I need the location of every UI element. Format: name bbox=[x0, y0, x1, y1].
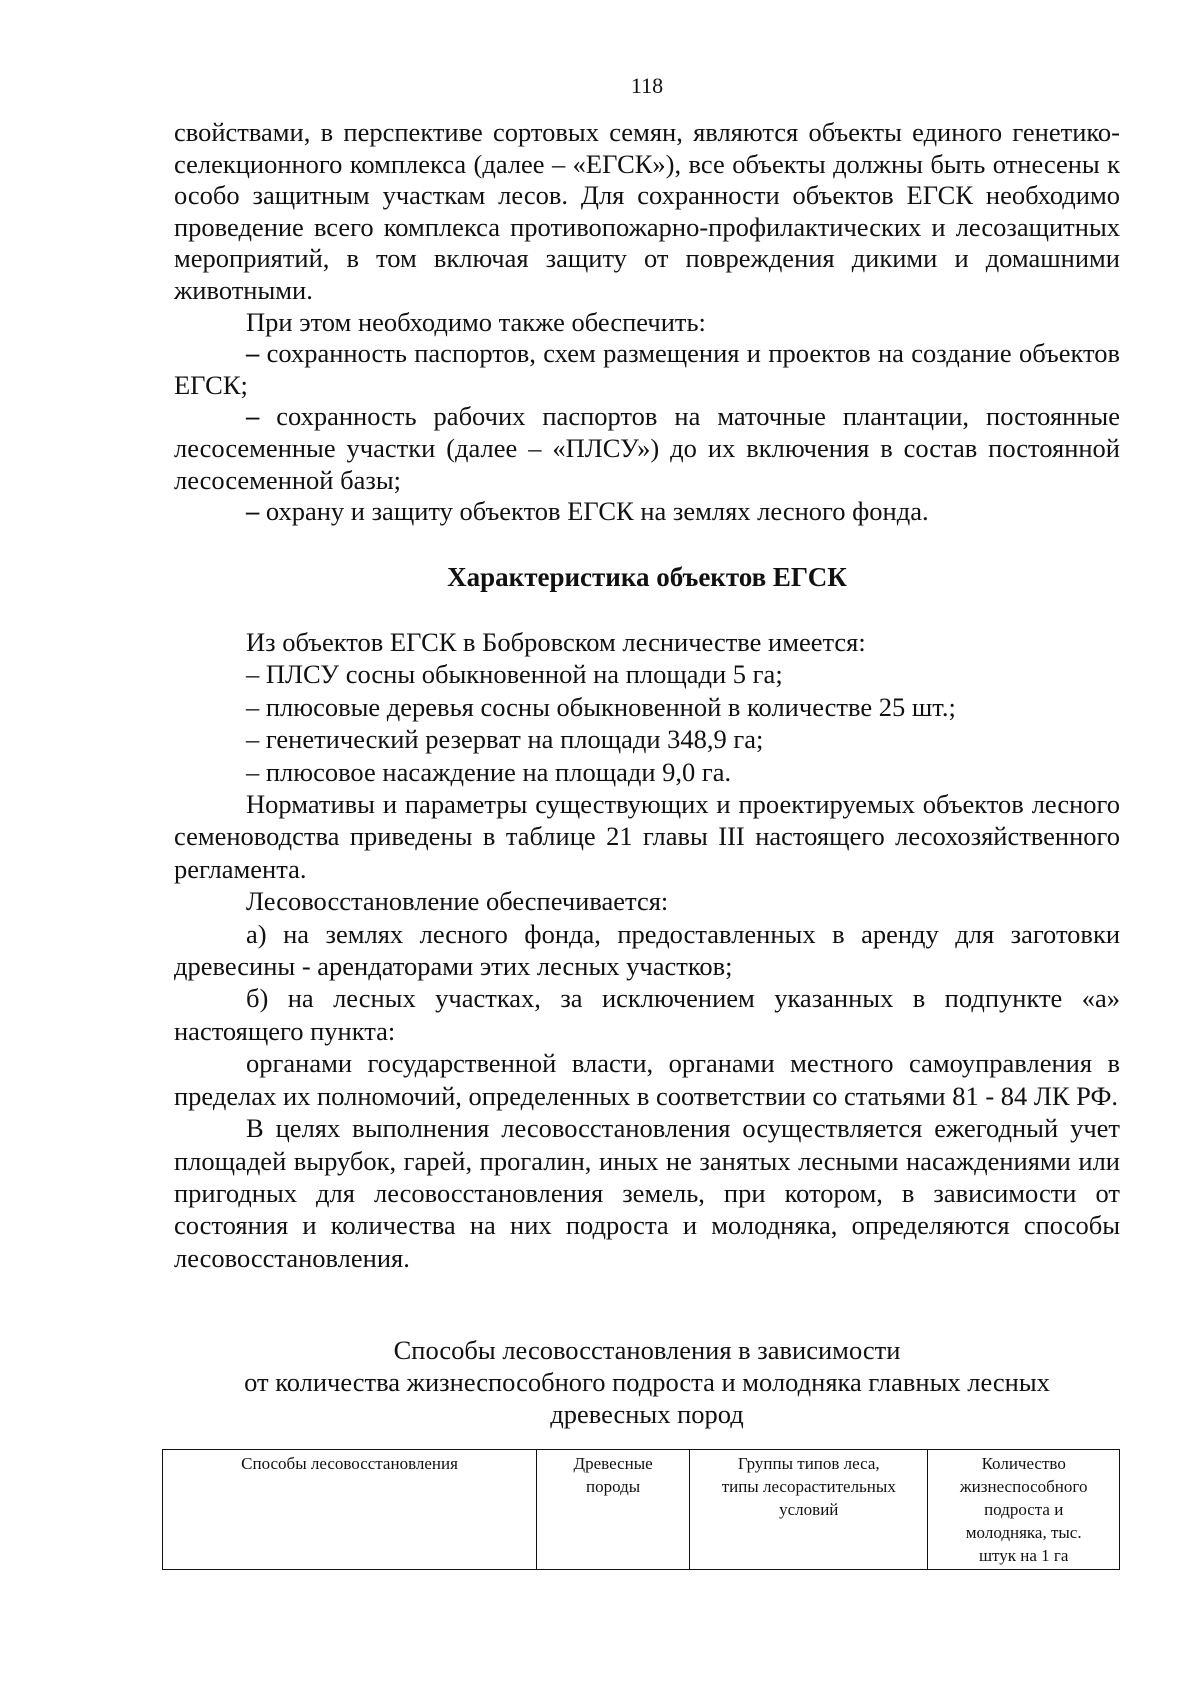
provide-item-text: охрану и защиту объектов ЕГСК на землях лесного фонда. bbox=[259, 496, 929, 527]
header-line: подроста и bbox=[984, 1500, 1064, 1519]
header-line: жизнеспособного bbox=[959, 1477, 1088, 1496]
reforestation-item-a: а) на землях лесного фонда, предоставленных в аренду для заготовки древесины - арендаторами этих лесных участков; bbox=[174, 918, 1120, 982]
reforestation-methods-table bbox=[162, 1449, 1120, 1570]
norms-paragraph: Нормативы и параметры существующих и проектируемых объектов лесного семеноводства приведены в таблице 21 главы III настоящего лесохозяйственного регламента. bbox=[174, 789, 1120, 884]
dash-bullet: – bbox=[246, 338, 260, 369]
header-line: условий bbox=[779, 1500, 839, 1519]
intro-section bbox=[174, 117, 1120, 528]
objects-section bbox=[174, 626, 1120, 1274]
provide-item-text: сохранность рабочих паспортов на маточные плантации, постоянные лесосеменные участки (далее – «ПЛСУ») до их включения в состав постоянной лесосеменной базы; bbox=[174, 401, 1120, 495]
header-line: Количество bbox=[981, 1454, 1066, 1473]
header-line: Способы лесовосстановления bbox=[241, 1454, 458, 1473]
header-line: штук на 1 га bbox=[978, 1546, 1069, 1565]
reforestation-authorities: органами государственной власти, органами местного самоуправления в пределах их полномочий, определенных в соответствии со статьями 81 - 84 ЛК РФ. bbox=[174, 1048, 1120, 1111]
header-line: породы bbox=[586, 1477, 641, 1496]
accounting-paragraph: В целях выполнения лесовосстановления осуществляется ежегодный учет площадей вырубок, гарей, прогалин, иных не занятых лесными насаждениями или пригодных для лесовосстановления земель, при котором, в зависимости от состояния и количества на них подроста и молодняка, определяются способы лесовосстановления. bbox=[174, 1113, 1120, 1273]
reforestation-item-b: б) на лесных участках, за исключением указанных в подпункте «а» настоящего пункта: bbox=[174, 983, 1120, 1046]
header-line: типы лесорастительных bbox=[721, 1477, 896, 1496]
objects-item: – ПЛСУ сосны обыкновенной на площади 5 га; bbox=[246, 659, 783, 690]
objects-item: – плюсовые деревья сосны обыкновенной в количестве 25 шт.; bbox=[246, 691, 956, 722]
table-caption-line: Способы лесовосстановления в зависимости bbox=[393, 1335, 901, 1365]
provide-item-text: сохранность паспортов, схем размещения и проектов на создание объектов ЕГСК; bbox=[174, 338, 1120, 400]
table-caption-line: от количества жизнеспособного подроста и молодняка главных лесных bbox=[244, 1367, 1050, 1397]
header-line: молодняка, тыс. bbox=[965, 1523, 1082, 1542]
provide-intro: При этом необходимо также обеспечить: bbox=[246, 306, 706, 337]
objects-intro: Из объектов ЕГСК в Бобровском лесничестве имеется: bbox=[246, 627, 866, 657]
provide-item bbox=[174, 496, 1120, 528]
header-forest-types bbox=[690, 1450, 928, 1570]
table-caption-line: древесных пород bbox=[550, 1399, 744, 1429]
dash-bullet: – bbox=[246, 401, 260, 432]
table-header-row bbox=[163, 1450, 1120, 1570]
header-methods bbox=[163, 1450, 537, 1570]
page-number: 118 bbox=[630, 73, 664, 98]
header-line: Группы типов леса, bbox=[737, 1454, 880, 1473]
provide-item bbox=[174, 338, 1120, 401]
section-heading: Характеристика объектов ЕГСК bbox=[447, 562, 847, 592]
header-species bbox=[537, 1450, 690, 1570]
table-caption bbox=[174, 1334, 1120, 1430]
reforestation-intro: Лесовосстановление обеспечивается: bbox=[246, 886, 669, 917]
dash-bullet: – bbox=[246, 496, 260, 527]
objects-item: – генетический резерват на площади 348,9 га; bbox=[246, 724, 764, 755]
objects-item: – плюсовое насаждение на площади 9,0 га. bbox=[246, 756, 732, 787]
provide-item bbox=[174, 401, 1120, 496]
header-undergrowth-count bbox=[928, 1450, 1120, 1570]
header-line: Древесные bbox=[573, 1454, 653, 1473]
intro-paragraph: свойствами, в перспективе сортовых семян, являются объекты единого генетико-селекционного комплекса (далее – «ЕГСК»), все объекты должны быть отнесены к особо защитным участкам лесов. Для сохранности объектов ЕГСК необходимо проведение всего комплекса противопожарно-профилактических и лесозащитных мероприятий, в том включая защиту от повреждения дикими и домашними животными. bbox=[174, 117, 1120, 305]
